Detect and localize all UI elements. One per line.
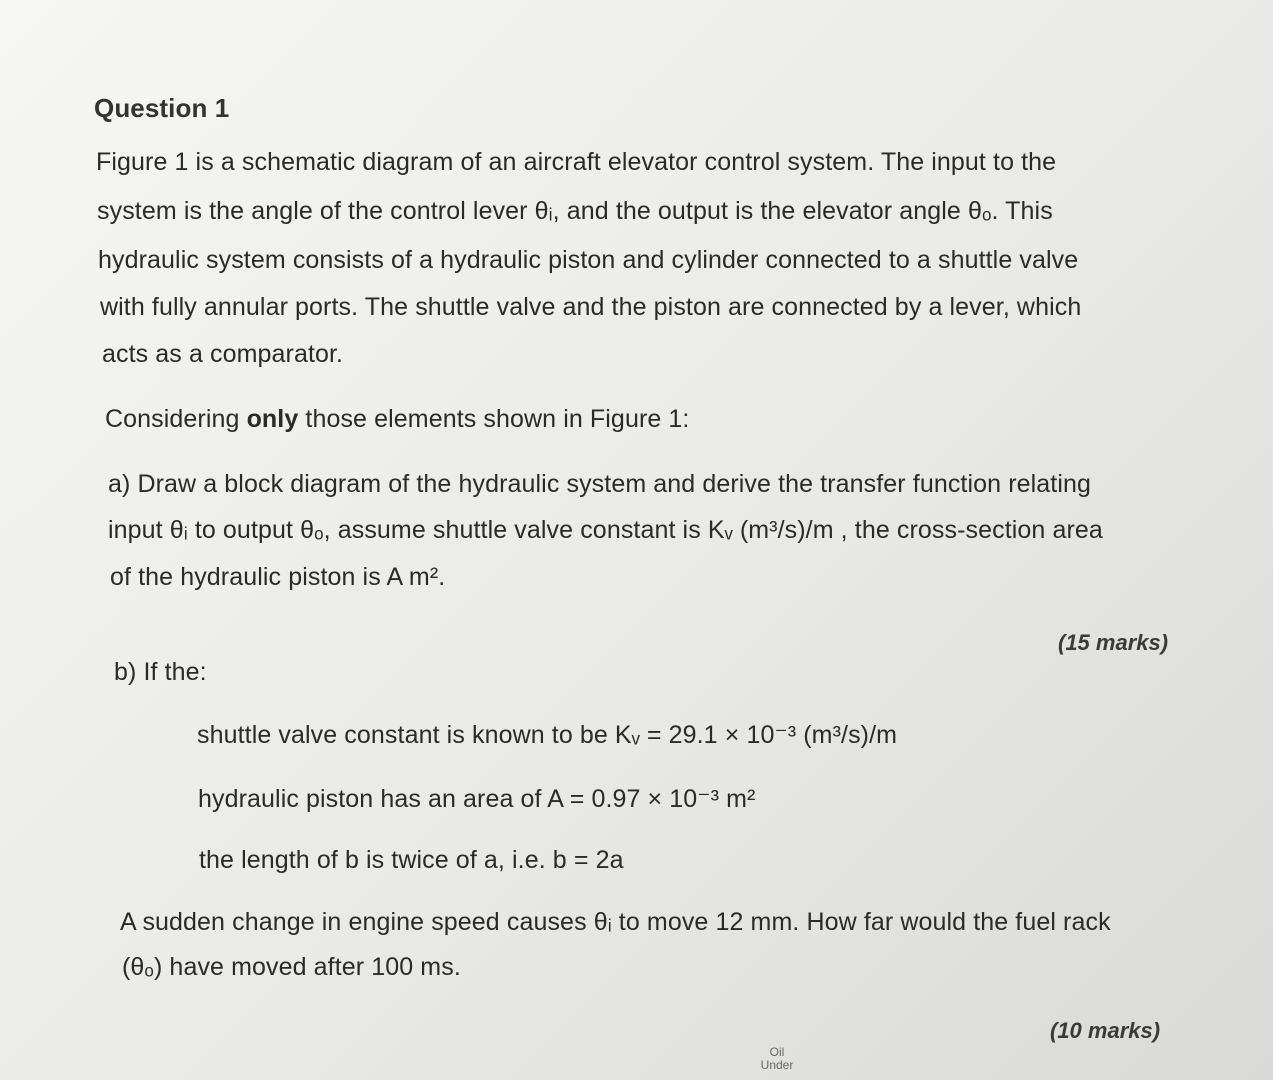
- considering-line: [105, 405, 689, 434]
- part-b-item-2: hydraulic piston has an area of A = 0.97 × 10⁻³ m²: [198, 785, 756, 813]
- considering-emphasis: only: [246, 405, 299, 433]
- part-b-question-line-1: A sudden change in engine speed causes θᵢ to move 12 mm. How far would the fuel rack: [120, 908, 1111, 936]
- part-a-line-3: of the hydraulic piston is A m².: [110, 563, 446, 591]
- part-a-line-2: input θᵢ to output θₒ, assume shuttle valve constant is Kᵥ (m³/s)/m , the cross-section area: [108, 516, 1103, 544]
- part-b-label: b) If the:: [114, 658, 207, 686]
- intro-line-2: system is the angle of the control lever θᵢ, and the output is the elevator angle θₒ. This: [97, 197, 1053, 225]
- part-b-question-line-2: (θₒ) have moved after 100 ms.: [122, 953, 461, 981]
- considering-post: those elements shown in Figure 1:: [298, 405, 690, 433]
- part-b-item-1: shuttle valve constant is known to be Kᵥ = 29.1 × 10⁻³ (m³/s)/m: [197, 721, 898, 749]
- considering-pre: Considering: [105, 405, 247, 433]
- part-a-line-1: a) Draw a block diagram of the hydraulic system and derive the transfer function relating: [108, 470, 1091, 498]
- question-title: Question 1: [94, 93, 230, 123]
- part-a-marks: (15 marks): [1058, 630, 1169, 655]
- footer-fragment-line-2: Under: [760, 1058, 794, 1072]
- intro-line-4: with fully annular ports. The shuttle valve and the piston are connected by a lever, which: [100, 293, 1082, 321]
- footer-fragment: [752, 1046, 802, 1072]
- intro-line-5: acts as a comparator.: [102, 340, 344, 368]
- part-b-item-3: the length of b is twice of a, i.e. b = 2a: [199, 846, 624, 874]
- footer-fragment-line-1: Oil: [769, 1045, 785, 1059]
- intro-line-3: hydraulic system consists of a hydraulic piston and cylinder connected to a shuttle valve: [98, 246, 1079, 274]
- intro-line-1: Figure 1 is a schematic diagram of an aircraft elevator control system. The input to the: [96, 148, 1057, 176]
- part-b-marks: (10 marks): [1050, 1018, 1161, 1043]
